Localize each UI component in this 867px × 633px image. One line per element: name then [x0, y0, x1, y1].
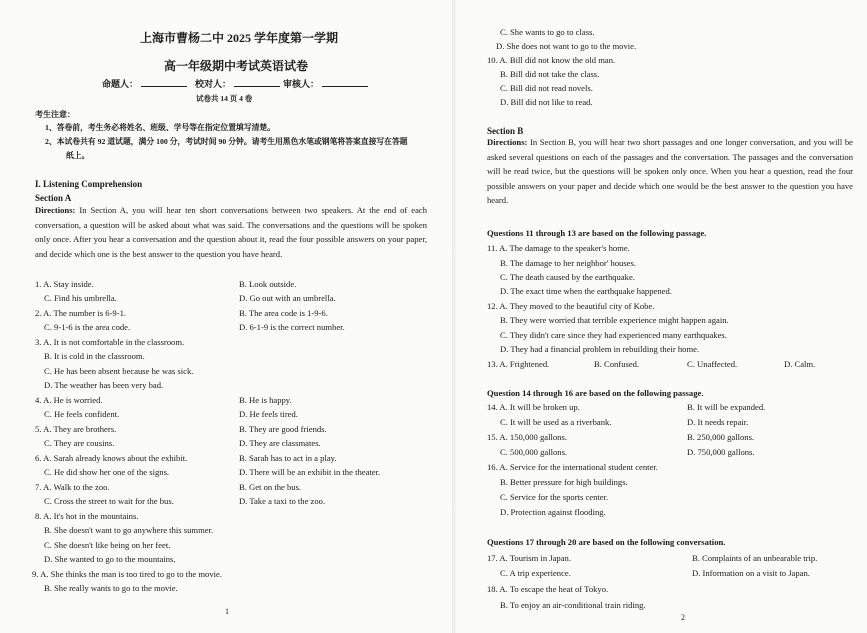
- q17-option-a: 17. A. Tourism in Japan.: [487, 553, 571, 563]
- q6-option-b: B. Sarah has to act in a play.: [239, 453, 337, 463]
- group-2-title: Question 14 through 16 are based on the following passage.: [487, 388, 704, 398]
- page-count-info: 试卷共 14 页 4 卷: [196, 94, 253, 103]
- q14-option-a: 14. A. It will be broken up.: [487, 402, 580, 412]
- q5-option-a: 5. A. They are brothers.: [35, 424, 117, 434]
- q13-option-c: C. Unaffected.: [687, 359, 738, 369]
- q7-option-c: C. Cross the street to wait for the bus.: [44, 496, 174, 506]
- q10-option-d: D. Bill did not like to read.: [500, 97, 593, 107]
- q1-option-d: D. Go out with an umbrella.: [239, 293, 336, 303]
- group-1-title: Questions 11 through 13 are based on the following passage.: [487, 228, 707, 238]
- q8-option-a: 8. A. It's hot in the mountains.: [35, 511, 139, 521]
- q15-option-d: D. 750,000 gallons.: [687, 447, 755, 457]
- q2-option-b: B. The area code is 1-9-6.: [239, 308, 328, 318]
- section-a-title: Section A: [35, 193, 72, 203]
- page-two: [460, 0, 867, 633]
- page-number: 2: [681, 613, 685, 622]
- part-title: I. Listening Comprehension: [35, 179, 143, 189]
- q5-option-b: B. They are good friends.: [239, 424, 327, 434]
- q18-option-a: 18. A. To escape the heat of Tokyo.: [487, 584, 609, 594]
- q6-option-a: 6. A. Sarah already knows about the exhibit.: [35, 453, 188, 463]
- q5-option-c: C. They are cousins.: [44, 438, 115, 448]
- q8-option-c: C. She doesn't like being on her feet.: [44, 540, 171, 550]
- q14-option-d: D. It needs repair.: [687, 417, 749, 427]
- q15-option-b: B. 250,000 gallons.: [687, 432, 755, 442]
- q13-option-a: 13. A. Frightened.: [487, 359, 550, 369]
- q1-option-a: 1. A. Stay inside.: [35, 279, 94, 289]
- q17-option-b: B. Complaints of an unbearable trip.: [692, 553, 818, 563]
- q9-option-c: C. She wants to go to class.: [500, 27, 595, 37]
- q2-option-a: 2. A. The number is 6-9-1.: [35, 308, 127, 318]
- q16-option-b: B. Better pressure for high buildings.: [500, 477, 628, 487]
- section-b-title: Section B: [487, 126, 524, 136]
- q15-option-c: C. 500,000 gallons.: [500, 447, 568, 457]
- q10-option-c: C. Bill did not read novels.: [500, 83, 593, 93]
- q2-option-c: C. 9-1-6 is the area code.: [44, 322, 131, 332]
- q7-option-d: D. Take a taxi to the zoo.: [239, 496, 326, 506]
- role-setter: 命题人：: [102, 77, 190, 90]
- q11-option-d: D. The exact time when the earthquake happened.: [500, 286, 672, 296]
- q15-option-a: 15. A. 150,000 gallons.: [487, 432, 567, 442]
- q14-option-b: B. It will be expanded.: [687, 402, 766, 412]
- q13-option-b: B. Confused.: [594, 359, 640, 369]
- q5-option-d: D. They are classmates.: [239, 438, 321, 448]
- q3-option-a: 3. A. It is not comfortable in the classroom.: [35, 337, 185, 347]
- q11-option-c: C. The death caused by the earthquake.: [500, 272, 635, 282]
- q14-option-c: C. It will be used as a riverbank.: [500, 417, 612, 427]
- q7-option-b: B. Get on the bus.: [239, 482, 302, 492]
- q8-option-b: B. She doesn't want to go anywhere this summer.: [44, 525, 214, 535]
- q10-option-a: 10. A. Bill did not know the old man.: [487, 55, 616, 65]
- q1-option-b: B. Look outside.: [239, 279, 297, 289]
- notes-label: 考生注意：: [35, 110, 75, 119]
- q18-option-b: B. To enjoy an air-conditional train riding.: [500, 600, 646, 610]
- note-2: 2、本试卷共有 92 道试题，满分 100 分，考试时间 90 分钟。请考生用黑色水笔或钢笔将答案直接写在答题: [45, 137, 408, 146]
- q16-option-d: D. Protection against flooding.: [500, 507, 606, 517]
- q7-option-a: 7. A. Walk to the zoo.: [35, 482, 110, 492]
- q11-option-a: 11. A. The damage to the speaker's home.: [487, 243, 630, 253]
- q16-option-c: C. Service for the sports center.: [500, 492, 609, 502]
- note-1: 1、答卷前，考生务必将姓名、班级、学号等在指定位置填写清楚。: [45, 123, 276, 132]
- q12-option-c: C. They didn't care since they had experienced many earthquakes.: [500, 330, 727, 340]
- note-2-cont: 纸上。: [66, 151, 90, 160]
- section-a-directions: Directions: In Section A, you will hear ten short conversations between two speakers. At the end of each conversation, a question will be asked about what was said. The conversations and the questions will be spoken only once. After you hear a conversation and the question about it, read the four possible answers on your paper, and decide which one is the best answer to the question you have heard.: [35, 205, 427, 259]
- q12-option-a: 12. A. They moved to the beautiful city of Kobe.: [487, 301, 655, 311]
- q2-option-d: D. 6-1-9 is the correct number.: [239, 322, 345, 332]
- q9-option-a: 9. A. She thinks the man is too tired to go to the movie.: [32, 569, 223, 579]
- page-number: 1: [225, 607, 229, 616]
- q3-option-d: D. The weather has been very bad.: [44, 380, 164, 390]
- q3-option-b: B. It is cold in the classroom.: [44, 351, 145, 361]
- q13-option-d: D. Calm.: [784, 359, 816, 369]
- q17-option-c: C. A trip experience.: [500, 568, 571, 578]
- q4-option-a: 4. A. He is worried.: [35, 395, 103, 405]
- q12-option-d: D. They had a financial problem in rebuilding their home.: [500, 344, 700, 354]
- q10-option-b: B. Bill did not take the class.: [500, 69, 600, 79]
- group-3-title: Questions 17 through 20 are based on the following conversation.: [487, 537, 726, 547]
- q8-option-d: D. She wanted to go to the mountains.: [44, 554, 176, 564]
- q3-option-c: C. He has been absent because he was sick.: [44, 366, 194, 376]
- q17-option-d: D. Information on a visit to Japan.: [692, 568, 810, 578]
- q9-option-d: D. She does not want to go to the movie.: [496, 41, 637, 51]
- page-fold: [452, 0, 456, 633]
- q1-option-c: C. Find his umbrella.: [44, 293, 117, 303]
- role-reviewer: 审核人：: [283, 77, 371, 90]
- section-b-directions: Directions: In Section B, you will hear two short passages and one longer conversation, and you will be asked several questions on each of the passages and the conversation. The passages and the conversation will be read twice, but the questions will be spoken only once. When you hear a question, read the four possible answers on your paper and decide which one would be the best answer to the question you have heard.: [487, 137, 853, 206]
- q6-option-d: D. There will be an exhibit in the theater.: [239, 467, 381, 477]
- q9-option-b: B. She really wants to go to the movie.: [44, 583, 178, 593]
- role-proofreader: 校对人：: [195, 77, 283, 90]
- q16-option-a: 16. A. Service for the international student center.: [487, 462, 658, 472]
- q6-option-c: C. He did show her one of the signs.: [44, 467, 170, 477]
- q4-option-c: C. He feels confident.: [44, 409, 120, 419]
- q12-option-b: B. They were worried that terrible experience might happen again.: [500, 315, 729, 325]
- q4-option-b: B. He is happy.: [239, 395, 292, 405]
- exam-title: 上海市曹杨二中 2025 学年度第一学期: [140, 31, 339, 45]
- q11-option-b: B. The damage to her neighbor' houses.: [500, 258, 636, 268]
- exam-subtitle: 高一年级期中考试英语试卷: [164, 59, 309, 73]
- q4-option-d: D. He feels tired.: [239, 409, 298, 419]
